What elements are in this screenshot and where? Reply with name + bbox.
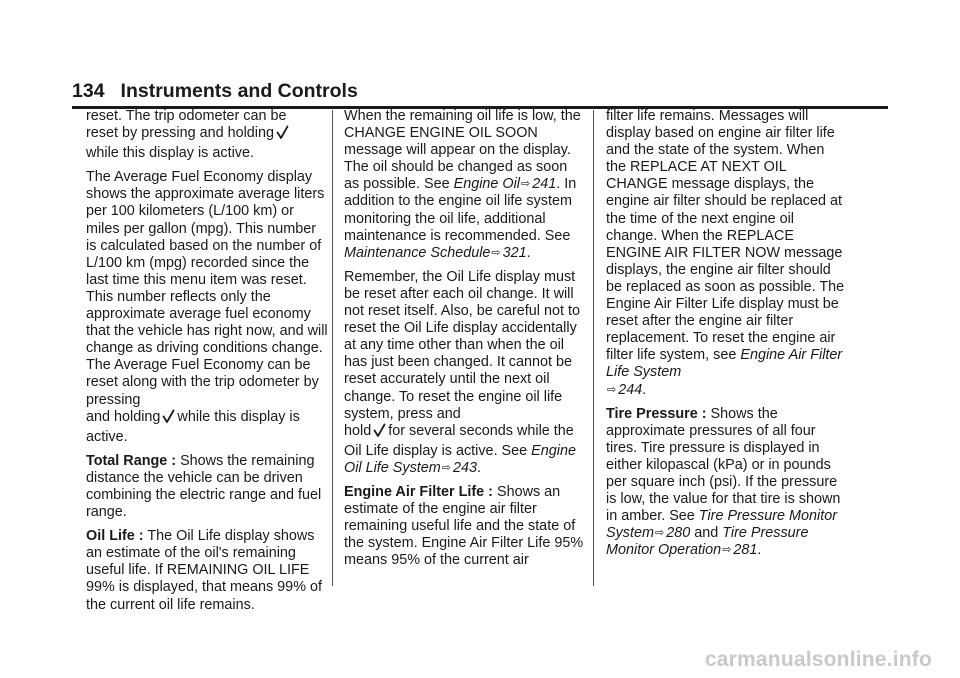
term-label: Total Range : bbox=[86, 452, 177, 469]
page-reference-arrow-icon: ⇨ bbox=[722, 544, 732, 557]
paragraph: Engine Air Filter Life : Shows an estimate of the engine air filter remaining useful life and the state of the system. Engine Air Filter Life 95% means 95% of the current air bbox=[344, 483, 584, 569]
checkmark-icon bbox=[276, 125, 289, 145]
column-divider bbox=[332, 110, 333, 586]
page-reference-arrow-icon: ⇨ bbox=[521, 178, 531, 191]
page-reference-arrow-icon: ⇨ bbox=[607, 383, 617, 396]
paragraph: The Average Fuel Economy display shows the approximate average liters per 100 kilometers (L/100 km) or miles per gallon (mpg). This number is calculated based on the number of L/100 km (mpg) recorded since the last time this menu item was reset. This number reflects only the approximate average fuel economy that the vehicle has right now, and will change as driving conditions change. The Average Fuel Economy can be reset along with the trip odometer by pressing and holding while this display is active. bbox=[86, 169, 328, 445]
watermark: carmanualsonline.info bbox=[704, 648, 932, 671]
section-title: Instruments and Controls bbox=[120, 80, 358, 102]
column-2 bbox=[344, 108, 584, 576]
checkmark-icon bbox=[162, 409, 175, 429]
paragraph: Oil Life : The Oil Life display shows an estimate of the oil's remaining useful life. If REMAINING OIL LIFE 99% is displayed, that means 99% of the current oil life remains. bbox=[86, 528, 322, 613]
cross-reference-link[interactable]: Engine Oil Life System⇨ 243 bbox=[344, 442, 576, 476]
cross-reference-link[interactable]: Tire Pressure Monitor System⇨ 280 bbox=[606, 508, 838, 542]
paragraph: When the remaining oil life is low, the CHANGE ENGINE OIL SOON message will appear on the display. The oil should be changed as soon as possible. See Engine Oil⇨ 241. In addition to the engine oil life system monitoring the oil life, additional maintenance is recommended. See Maintenance Schedule⇨ 321. bbox=[344, 108, 581, 261]
page-header bbox=[72, 80, 358, 103]
page-number: 134 bbox=[72, 80, 105, 102]
page-reference-arrow-icon: ⇨ bbox=[654, 527, 665, 540]
paragraph: Tire Pressure : Shows the approximate pressures of all four tires. Tire pressure is displayed in either kilopascal (kPa) or in pounds per square inch (psi). If the pressure is low, the value for that tire is shown in amber. See Tire Pressure Monitor System⇨ 280 and Tire Pressure Monitor Operation⇨ 281. bbox=[606, 405, 841, 559]
cross-reference-link[interactable]: Tire Pressure Monitor Operation⇨ 281 bbox=[606, 525, 809, 559]
checkmark-icon bbox=[373, 423, 386, 443]
paragraph: filter life remains. Messages will display based on engine air filter life and the state of the system. When the REPLACE AT NEXT OIL CHANGE message displays, the engine air filter should be replaced at the time of the next engine oil change. When the REPLACE ENGINE AIR FILTER NOW message displays, the engine air filter should be replaced as soon as possible. The Engine Air Filter Life display must be reset after the engine air filter replacement. To reset the engine air filter life system, see Engine Air Filter Life System ⇨ 244. bbox=[606, 108, 845, 398]
cross-reference-link[interactable]: Engine Air Filter Life System ⇨ 244 bbox=[606, 347, 843, 398]
cross-reference-link[interactable]: Engine Oil⇨ 241 bbox=[453, 176, 557, 193]
paragraph: reset. The trip odometer can be reset by pressing and holding while this display is active. bbox=[86, 108, 328, 162]
column-3 bbox=[606, 108, 846, 566]
term-label: Engine Air Filter Life : bbox=[344, 483, 493, 500]
column-1 bbox=[86, 108, 328, 621]
term-label: Oil Life : bbox=[86, 528, 144, 545]
term-label: Tire Pressure : bbox=[606, 405, 707, 422]
page-reference-arrow-icon: ⇨ bbox=[491, 246, 501, 259]
page-reference-arrow-icon: ⇨ bbox=[441, 461, 451, 474]
cross-reference-link[interactable]: Maintenance Schedule⇨ 321 bbox=[344, 244, 527, 261]
column-divider bbox=[593, 110, 594, 586]
paragraph: Remember, the Oil Life display must be reset after each oil change. It will not reset itself. Also, be careful not to reset the Oil Life display accidentally at any time other than when the oil has just been changed. It cannot be reset accurately until the next oil change. To reset the engine oil life system, press and hold for several seconds while the Oil Life display is active. See Engine Oil Life System⇨ 243. bbox=[344, 268, 580, 476]
paragraph: Total Range : Shows the remaining distance the vehicle can be driven combining the electric range and fuel range. bbox=[86, 452, 322, 521]
